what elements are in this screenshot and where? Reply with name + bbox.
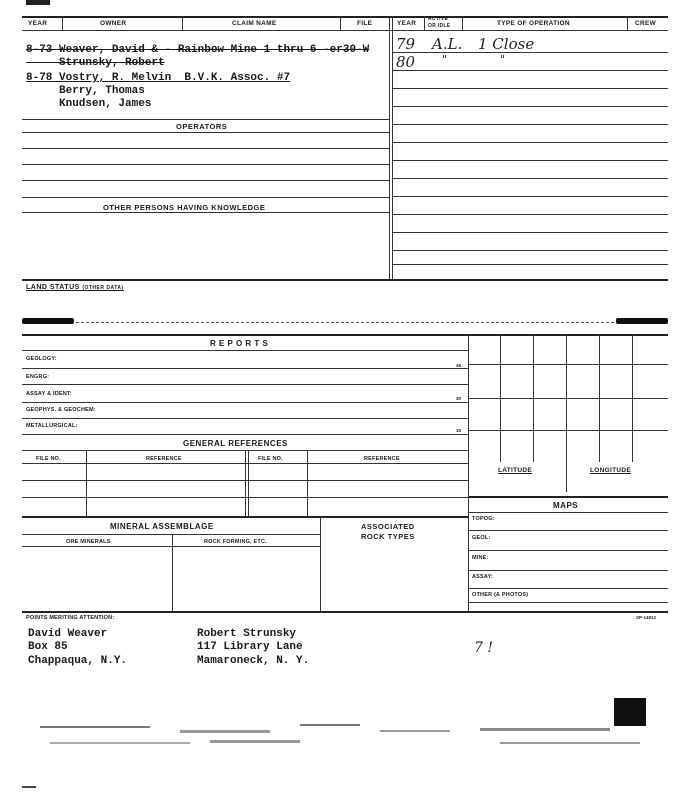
reports-metallurgical-num: 15: [456, 428, 462, 433]
reports-geology-label: GEOLOGY:: [26, 356, 57, 362]
general-references-heading: GENERAL REFERENCES: [183, 439, 288, 448]
header-active: ACTIVE: [428, 16, 449, 22]
activity-year-1: 79: [396, 35, 416, 53]
associated-rock-heading-2: ROCK TYPES: [361, 532, 415, 541]
maps-geol-label: GEOL:: [472, 535, 491, 541]
contact-2-line-2: 117 Library Lane: [197, 641, 303, 653]
ref-reference-1: REFERENCE: [146, 456, 182, 462]
header-owner: OWNER: [100, 20, 127, 27]
ref-file-no-2: FILE NO.: [258, 456, 283, 462]
owner-row-3: 8-78 Vostry, R. Melvin B.V.K. Assoc. #7: [26, 72, 291, 84]
land-status-label: LAND STATUS: [26, 284, 80, 291]
activity-status-1: A.L.: [432, 35, 463, 53]
points-meriting-heading: POINTS MERITING ATTENTION:: [26, 615, 115, 621]
reports-metallurgical-label: METALLURGICAL:: [26, 423, 78, 429]
header-claim-name: CLAIM NAME: [232, 20, 277, 27]
contact-1-line-2: Box 85: [28, 641, 68, 653]
land-status-sub: (OTHER DATA): [82, 285, 124, 291]
maps-topog-label: TOPOG:: [472, 516, 495, 522]
header-file: FILE: [357, 20, 373, 27]
activity-status-2: ": [442, 53, 448, 66]
maps-heading: MAPS: [553, 501, 579, 510]
reports-assay-label: ASSAY & IDENT:: [26, 391, 72, 397]
owner-row-5: Knudsen, James: [26, 98, 152, 110]
reports-heading: R E P O R T S: [210, 339, 269, 348]
header-or-idle: OR IDLE: [428, 23, 451, 29]
header-crew: CREW: [635, 20, 657, 27]
maps-mine-label: MINE:: [472, 555, 489, 561]
ref-reference-2: REFERENCE: [364, 456, 400, 462]
contact-1-line-3: Chappaqua, N.Y.: [28, 655, 128, 667]
reports-geophys-label: GEOPHYS. & GEOCHEM:: [26, 407, 96, 413]
handwritten-mark: 7 !: [474, 640, 493, 656]
latitude-label: LATITUDE: [498, 467, 533, 474]
contact-2-line-1: Robert Strunsky: [197, 628, 297, 640]
contact-2-line-3: Mamaroneck, N. Y.: [197, 655, 310, 667]
associated-rock-heading-1: ASSOCIATED: [361, 522, 415, 531]
activity-type-2: ": [500, 53, 506, 66]
rock-forming-label: ROCK FORMING, ETC.: [204, 539, 267, 545]
owner-row-1: 8-73 Weaver, David & - Rainbow Mine 1 thru 6 -er30-W: [26, 44, 370, 56]
maps-assay-label: ASSAY:: [472, 574, 494, 580]
owner-row-2: Strunsky, Robert: [26, 57, 165, 69]
ref-file-no-1: FILE NO.: [36, 456, 61, 462]
header-year: YEAR: [28, 20, 48, 27]
reports-geology-num: 45: [456, 363, 462, 368]
activity-year-2: 80: [396, 53, 416, 71]
other-persons-heading: OTHER PERSONS HAVING KNOWLEDGE: [103, 203, 266, 212]
activity-type-1: 1 Close: [478, 35, 535, 53]
mineral-assemblage-heading: MINERAL ASSEMBLAGE: [110, 522, 214, 531]
operators-heading: OPERATORS: [176, 122, 228, 131]
header-type-of-operation: TYPE OF OPERATION: [497, 20, 570, 27]
maps-other-label: OTHER (& PHOTOS): [472, 592, 529, 598]
owner-row-4: Berry, Thomas: [26, 85, 145, 97]
reports-engrg-label: ENGRG:: [26, 374, 50, 380]
form-code: SP-14912: [636, 615, 657, 620]
longitude-label: LONGITUDE: [590, 467, 631, 474]
header-year-2: YEAR: [397, 20, 417, 27]
ore-minerals-label: ORE MINERALS: [66, 539, 111, 545]
land-status-heading: [26, 284, 124, 291]
contact-1-line-1: David Weaver: [28, 628, 108, 640]
reports-assay-num: 30: [456, 396, 462, 401]
